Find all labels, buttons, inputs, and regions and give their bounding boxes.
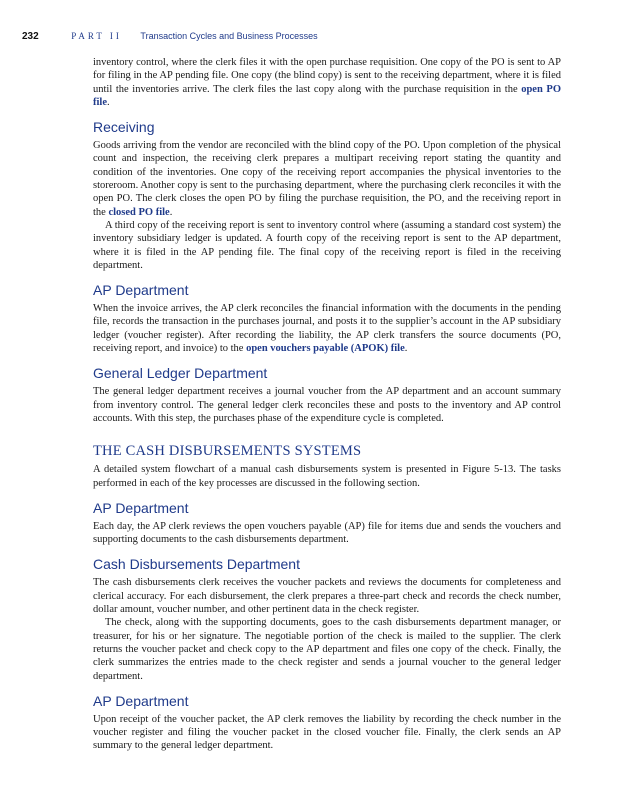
receiving-paragraph-2: A third copy of the receiving report is sent to inventory control where (assuming a standard cost system) the inventory subsidiary ledger is updated. A fourth copy of the receiving report is sent to the AP department, where it is filed in the AP pending file. The final copy of the receiving report is filed in the receiving department. xyxy=(93,219,561,271)
cdd-paragraph-1: The cash disbursements clerk receives the voucher packets and reviews the documents for completeness and clerical accuracy. For each disbursement, the clerk prepares a three-part check and records the check number, dollar amount, voucher number, and other pertinent data in the check register. xyxy=(93,577,561,616)
intro-text: inventory control, where the clerk files it with the open purchase requisition. One copy of the PO is sent to AP for filing in the AP pending file. One copy (the blind copy) is sent to the receiving department, where it is filed until the inventories arrive. The clerk files the last copy along with the purchase requisition in the xyxy=(93,57,561,95)
term-apok-file: open vouchers payable (APOK) file xyxy=(246,343,405,355)
cash-paragraph: A detailed system flowchart of a manual cash disbursements system is presented in Figure 5-13. The tasks performed in each of the key processes are discussed in the following section. xyxy=(93,464,561,489)
ap2-paragraph: Each day, the AP clerk reviews the open vouchers payable (AP) file for items due and sends the vouchers and supporting documents to the cash disbursements department. xyxy=(93,520,561,546)
heading-ap-department-3: AP Department xyxy=(93,692,189,709)
intro-text-end: . xyxy=(107,96,110,108)
running-head xyxy=(22,31,318,42)
term-open-po-file: open PO file xyxy=(93,83,561,108)
heading-receiving: Receiving xyxy=(93,119,155,136)
gl-paragraph: The general ledger department receives a journal voucher from the AP department and an account summary from inventory control. The general ledger clerk reconciles these and posts to the inventory and AP control accounts. With this step, the purchases phase of the expenditure cycle is completed. xyxy=(93,386,561,424)
receiving-text: Goods arriving from the vendor are reconciled with the blind copy of the PO. Upon completion of the physical count and inspection, the receiving clerk prepares a multipart receiving report stating the quantity and condition of the inventories. One copy of the receiving report accompanies the physical inventories to the storeroom. Another copy is sent to the purchasing department, where the purchasing clerk reconciles it with the open PO. The clerk closes the open PO by filing the purchase requisition, the PO, and the receiving report in the xyxy=(93,140,561,218)
ap-paragraph-1 xyxy=(93,302,561,355)
ap-text: When the invoice arrives, the AP clerk reconciles the financial information with the documents in the pending file, records the transaction in the purchases journal, and posts it to the supplier’s account in the AP subsidiary ledger (voucher register). After recording the liability, the AP clerk transfers the source documents (PO, receiving report, and invoice) to the xyxy=(93,303,561,355)
ap3-paragraph: Upon receipt of the voucher packet, the AP clerk removes the liability by recording the check number in the voucher register and filing the voucher packet in the closed voucher file. Finally, the clerk sends an AP summary to the general ledger department. xyxy=(93,713,561,752)
heading-cash-disbursements: THE CASH DISBURSEMENTS SYSTEMS xyxy=(93,443,362,460)
part-label: PART II xyxy=(71,31,122,41)
page-number: 232 xyxy=(22,31,39,42)
chapter-title: Transaction Cycles and Business Processes xyxy=(140,31,318,41)
cdd-paragraph-2: The check, along with the supporting documents, goes to the cash disbursements department manager, or treasurer, for his or her signature. The negotiable portion of the check is mailed to the supplier. The clerk returns the voucher packet and check copy to the AP department and files one copy of the check. Finally, the clerk summarizes the entries made to the check register and sends a journal voucher to the general ledger department. xyxy=(93,617,561,682)
ap-text-end: . xyxy=(404,343,408,355)
heading-ap-department-1: AP Department xyxy=(93,282,189,299)
heading-ap-department-2: AP Department xyxy=(93,499,189,516)
heading-cash-disbursements-department: Cash Disbursements Department xyxy=(93,556,300,573)
heading-general-ledger: General Ledger Department xyxy=(93,365,268,382)
intro-paragraph xyxy=(93,56,561,109)
term-closed-po-file: closed PO file xyxy=(108,206,170,218)
page-body xyxy=(93,56,561,753)
receiving-paragraph-1 xyxy=(93,139,561,219)
receiving-text-end: . xyxy=(169,206,173,218)
